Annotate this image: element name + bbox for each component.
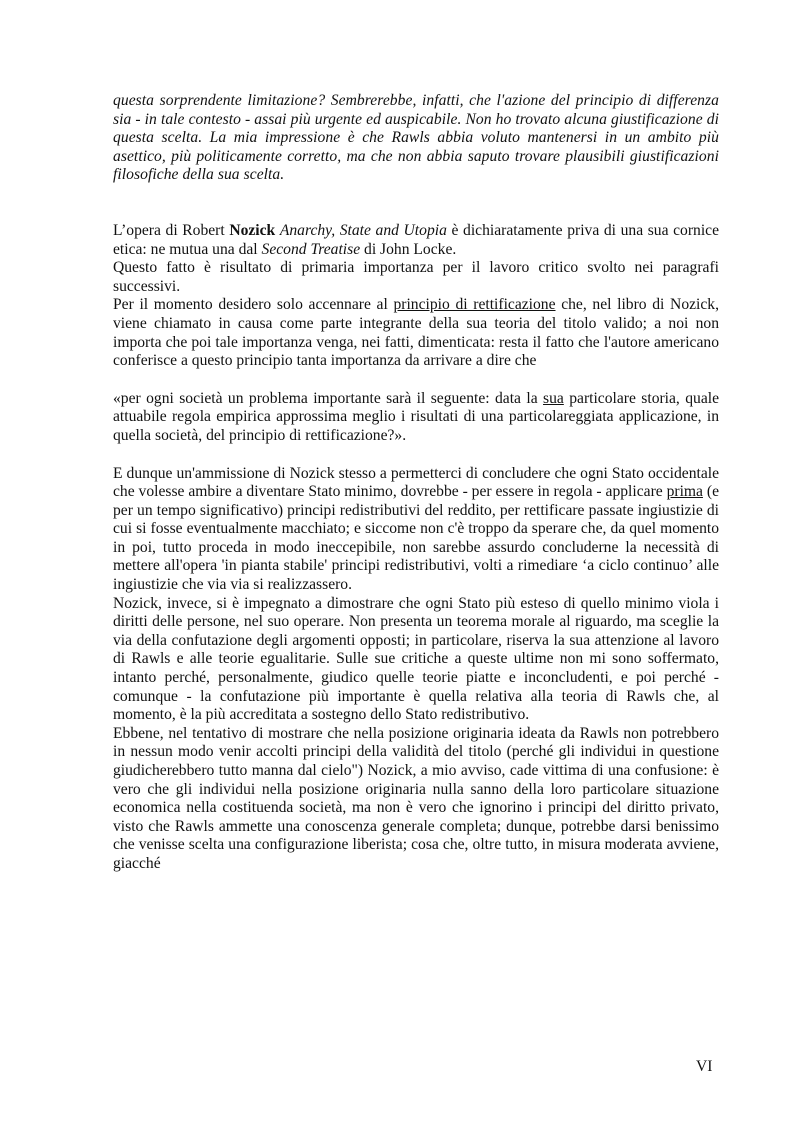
minimal-state-paragraph: Nozick, invece, si è impegnato a dimostrare che ogni Stato più esteso di quello minimo viola i diritti delle persone, nel suo operare. Non presenta un teorema morale al riguardo, ma sceglie la via della confutazione degli argomenti opposti; in particolare, riserva la sua attenzione al lavoro di Rawls e alle teorie egualitarie. Sulle sue critiche a queste ultime non mi sono soffermato, intanto perché, personalmente, giudico quelle teorie piatte e inconcludenti, e poi perché - comunque - la confutazione più importante è quella relativa alla teoria di Rawls che, al momento, è la più accreditata a sostegno dello Stato redistributivo. bbox=[113, 594, 719, 724]
author-name: Nozick bbox=[229, 221, 276, 239]
text-span: di John Locke. bbox=[360, 240, 457, 258]
importance-paragraph: Questo fatto è risultato di primaria importanza per il lavoro critico svolto nei paragrafi successivi. bbox=[113, 259, 719, 295]
text-span: (e per un tempo significativo) principi redistributivi del reddito, per rettificare passate ingiustizie di cui si fosse eventualmente macchiato; e siccome non c'è troppo da sperare che, da quel momento in poi, tutto proceda in modo ineccepibile, non sarebbe assurdo concluderne la necessità di mettere all'opera 'in pianta stabile' principi redistributivi, volti a rimediare ‘a ciclo continuo’ alle ingiustizie che via via si realizzassero. bbox=[113, 483, 719, 594]
section-spacer bbox=[113, 185, 719, 222]
intro-quote-paragraph: questa sorprendente limitazione? Sembrerebbe, infatti, che l'azione del principio di differenza sia - in tale contesto - assai più urgente ed auspicabile. Non ho trovato alcuna giustificazione di questa scelta. La mia impressione è che Rawls abbia voluto mantenersi in un ambito più asettico, più politicamente corretto, ma che non abbia saputo trovare plausibili giustificazioni filosofiche della sua scelta. bbox=[113, 92, 719, 184]
page-body bbox=[113, 92, 719, 874]
paragraph-spacer bbox=[113, 446, 719, 465]
text-span: particolare storia, quale attuabile regola empirica approssima meglio i risultati di una particolareggiata applicazione, in quella società, del principio di rettificazione?». bbox=[113, 389, 719, 444]
book-title: Anarchy, State and Utopia bbox=[279, 221, 447, 239]
admission-paragraph bbox=[113, 465, 719, 595]
text-span: E dunque un'ammissione di Nozick stesso a permetterci di concludere che ogni Stato occidentale che volesse ambire a diventare Stato minimo, dovrebbe - per essere in regola - applicare bbox=[113, 464, 719, 501]
treatise-title: Second Treatise bbox=[261, 240, 361, 258]
rectification-paragraph bbox=[113, 296, 719, 370]
text-span: Per il momento desidero solo accennare al bbox=[113, 296, 394, 314]
page-number: VI bbox=[696, 1058, 713, 1075]
text-span: che, nel libro di Nozick, viene chiamato in causa come parte integrante della sua teoria del titolo valido; a noi non importa che poi tale importanza venga, nei fatti, dimenticata: resta il fatto che l'autore americano conferisce a questo principio tanta importanza da arrivare a dire che bbox=[113, 296, 719, 370]
text-span: è dichiaratamente priva di una sua cornice etica: ne mutua una dal bbox=[113, 221, 720, 258]
nozick-intro-paragraph bbox=[113, 222, 719, 259]
text-span: L’opera di Robert bbox=[113, 221, 230, 239]
paragraph-spacer bbox=[113, 371, 719, 390]
nozick-quote-paragraph bbox=[113, 390, 719, 446]
text-span: «per ogni società un problema importante sarà il seguente: data la bbox=[113, 389, 544, 407]
underlined-term: prima bbox=[666, 483, 703, 501]
underlined-term: sua bbox=[543, 389, 564, 407]
original-position-paragraph: Ebbene, nel tentativo di mostrare che nella posizione originaria ideata da Rawls non potrebbero in nessun modo venir accolti principi della validità del titolo (perché gli individui in questione giudicherebbero tutto manna dal cielo") Nozick, a mio avviso, cade vittima di una confusione: è vero che gli individui nella posizione originaria nulla sanno della loro particolare situazione economica nella costituenda società, ma non è vero che ignorino i principi del diritto privato, visto che Rawls ammette una conoscenza generale completa; dunque, potrebbe darsi benissimo che venisse scelta una configurazione liberista; cosa che, oltre tutto, in misura moderata avviene, giacché bbox=[113, 724, 719, 872]
underlined-term: principio di rettificazione bbox=[393, 296, 556, 314]
